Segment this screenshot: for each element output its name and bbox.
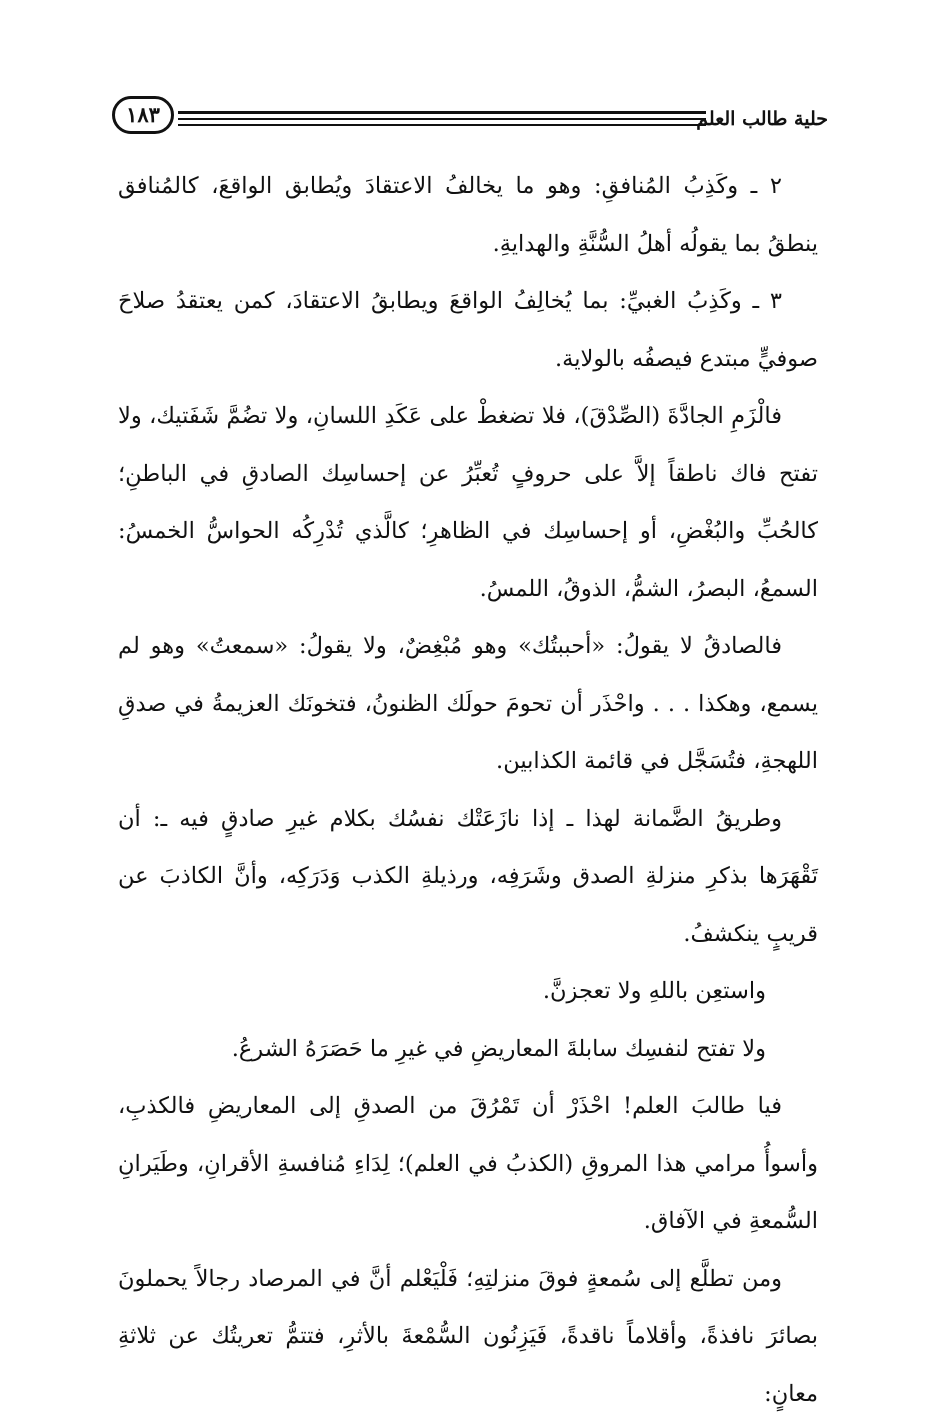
header-rule [178, 124, 706, 126]
paragraph-seek-help: واستعِن باللهِ ولا تعجزنَّ. [118, 963, 818, 1021]
paragraph-truthfulness: فالْزَمِ الجادَّةَ (الصِّدْقَ)، فلا تضغطْ على عَكَدِ اللسانِ، ولا تضُمَّ شَفَتيك، ولا تفتح فاك ناطقاً إلاَّ على حروفٍ تُعبِّرُ عن إحساسِك الصادقِ في الباطنِ؛ كالحُبِّ والبُغْضِ، أو إحساسِك في الظاهرِ؛ كالَّذي تُدْرِكُه الحواسُّ الخمسُ: السمعُ، البصرُ، الشمُّ، الذوقُ، اللمسُ. [118, 388, 818, 618]
paragraph-student-warning: فيا طالبَ العلم! احْذَرْ أن تَمْرُقَ من الصدقِ إلى المعاريضِ فالكذبِ، وأسوأُ مرامي هذا المروقِ (الكذبُ في العلم)؛ لِدَاءِ مُنافسةِ الأقرانِ، وطَيَرانِ السُّمعةِ في الآفاق. [118, 1078, 818, 1251]
paragraph-truthful-speaker: فالصادقُ لا يقولُ: «أحببتُك» وهو مُبْغِضٌ، ولا يقولُ: «سمعتُ» وهو لم يسمع، وهكذا . . . واحْذَر أن تحومَ حولَك الظنونُ، فتخونَك العزيمةُ في صدقِ اللهجةِ، فتُسَجَّل في قائمة الكذابين. [118, 618, 818, 791]
paragraph-hypocrite-lie: ٢ ـ وكَذِبُ المُنافقِ: وهو ما يخالفُ الاعتقادَ ويُطابق الواقعَ، كالمُنافق ينطقُ بما يقولُه أهلُ السُّنَّةِ والهدايةِ. [118, 158, 818, 273]
body-text [118, 158, 818, 1423]
header-rule [178, 118, 706, 120]
paragraph-ignorant-lie: ٣ ـ وكَذِبُ الغبيِّ: بما يُخالِفُ الواقعَ ويطابقُ الاعتقادَ، كمن يعتقدُ صلاحَ صوفيٍّ مبتدع فيصفُه بالولاية. [118, 273, 818, 388]
paragraph-reputation: ومن تطلَّع إلى سُمعةٍ فوقَ منزلتِهِ؛ فَلْيَعْلم أنَّ في المرصاد رجالاً يحملونَ بصائرَ نافذةً، وأقلاماً ناقدةً، فَيَزِنُون السُّمْعةَ بالأثرِ، فتتمُّ تعريتُك عن ثلاثةِ معانٍ: [118, 1251, 818, 1423]
page-number: ١٨٣ [112, 96, 174, 134]
header-rule [178, 111, 706, 114]
paragraph-safeguard: وطريقُ الضَّمانة لهذا ـ إذا نازَعَتْك نفسُك بكلام غيرِ صادقٍ فيه ـ: أن تَقْهَرَها بذكرِ منزلةِ الصدق وشَرَفِه، ورذيلةِ الكذب وَدَرَكِه، وأنَّ الكاذبَ عن قريبٍ ينكشفُ. [118, 791, 818, 964]
paragraph-equivocation: ولا تفتح لنفسِك سابلةَ المعاريضِ في غيرِ ما حَصَرَهُ الشرعُ. [118, 1021, 818, 1079]
running-title: حلية طالب العلم [696, 104, 828, 134]
page-header [112, 96, 828, 148]
